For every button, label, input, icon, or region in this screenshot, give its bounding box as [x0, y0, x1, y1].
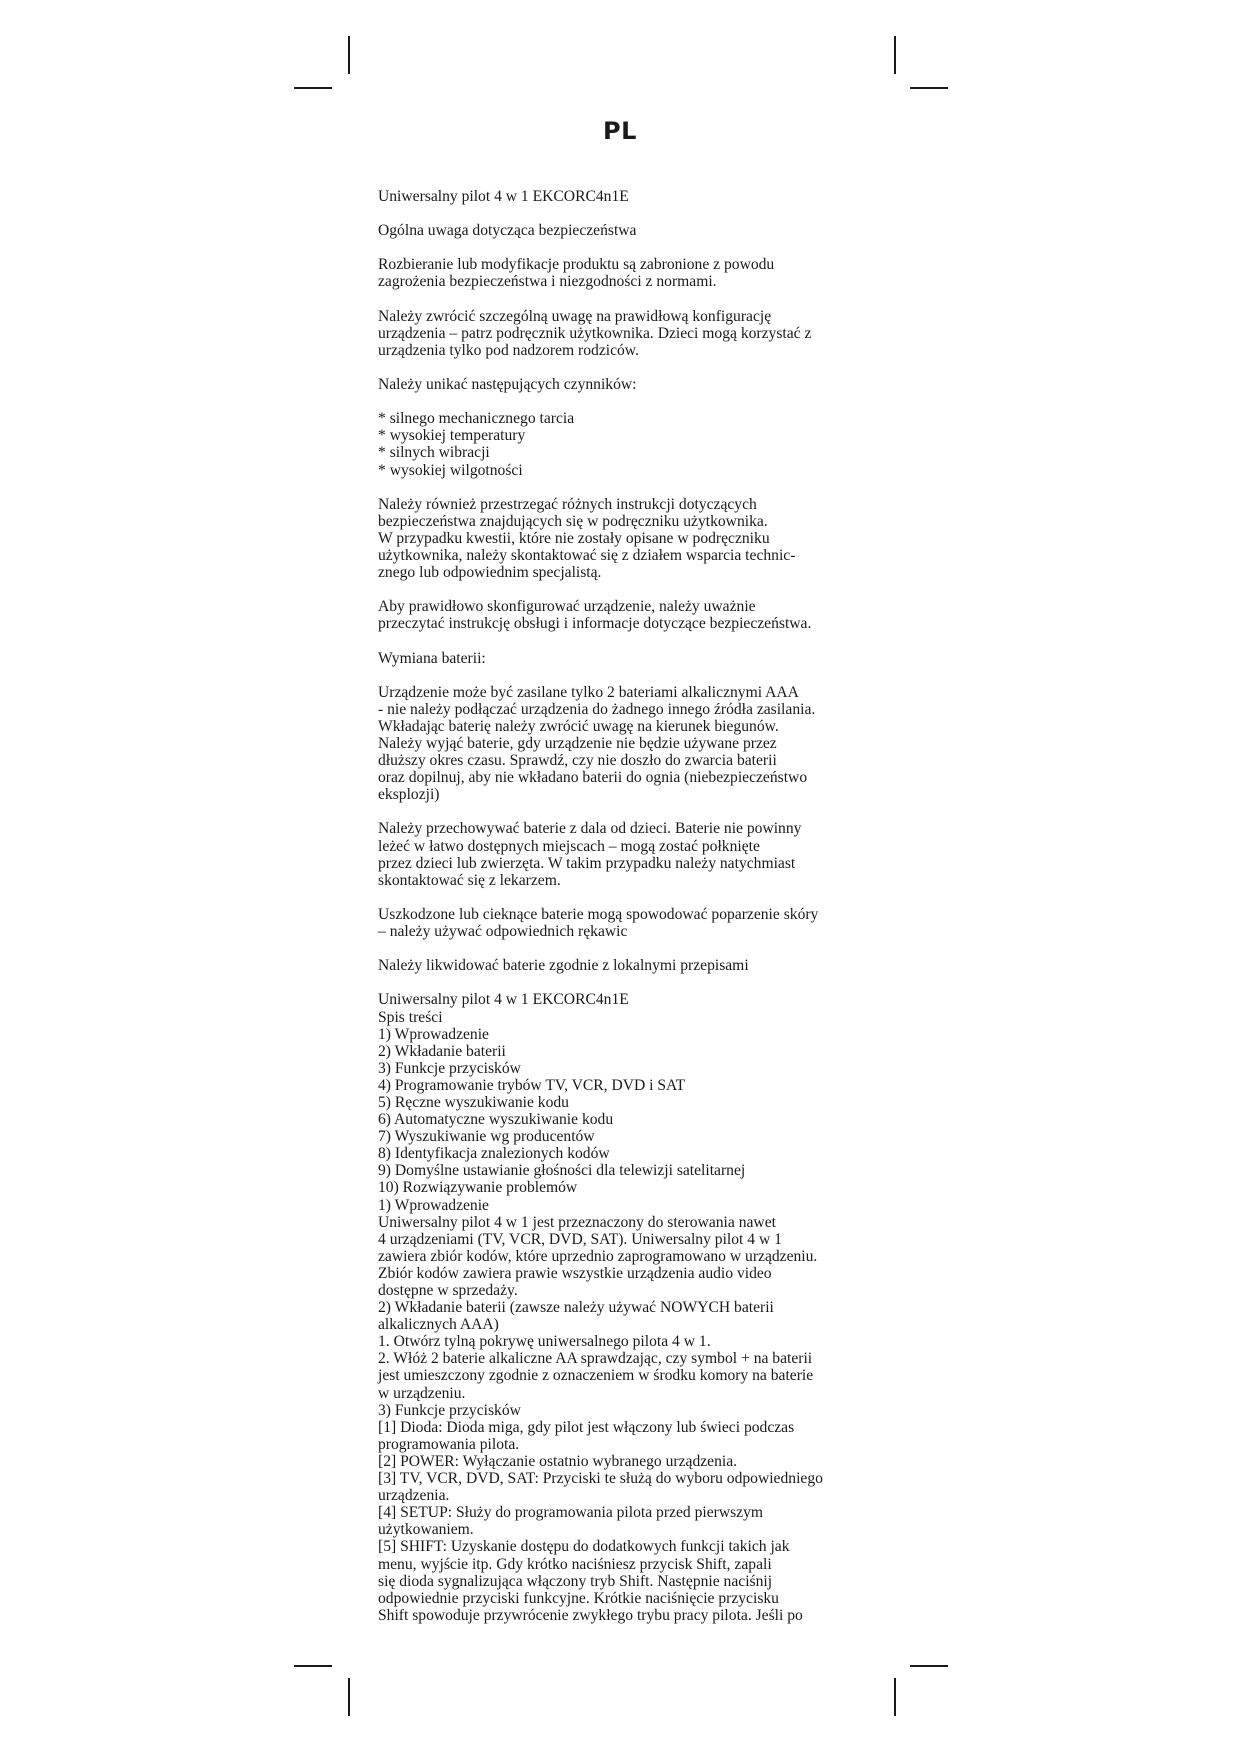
text-line: 10) Rozwiązywanie problemów — [378, 1179, 578, 1197]
text-line: w urządzeniu. — [378, 1384, 466, 1402]
text-line: 2) Wkładanie baterii (zawsze należy używać NOWYCH baterii — [378, 1299, 774, 1317]
text-line: Uniwersalny pilot 4 w 1 EKCORC4n1E — [378, 188, 629, 205]
language-label: PL — [603, 117, 637, 145]
text-line: – należy używać odpowiednich rękawic — [378, 923, 628, 941]
paragraph — [378, 222, 878, 239]
crop-mark — [894, 36, 896, 74]
text-line: zawiera zbiór kodów, które uprzednio zaprogramowano w urządzeniu. — [378, 1247, 818, 1265]
text-line: 1) Wprowadzenie — [378, 1025, 489, 1043]
text-line: eksplozji) — [378, 786, 440, 804]
text-line: Uniwersalny pilot 4 w 1 EKCORC4n1E — [378, 991, 629, 1009]
text-line: [1] Dioda: Dioda miga, gdy pilot jest włączony lub świeci podczas — [378, 1418, 795, 1436]
text-line: menu, wyjście itp. Gdy krótko naciśniesz przycisk Shift, zapali — [378, 1555, 772, 1573]
text-line: 5) Ręczne wyszukiwanie kodu — [378, 1093, 569, 1111]
text-line: się dioda sygnalizująca włączony tryb Shift. Następnie naciśnij — [378, 1572, 773, 1590]
text-line: alkalicznych AAA) — [378, 1316, 499, 1334]
text-line: 1) Wprowadzenie — [378, 1196, 489, 1214]
text-line: zagrożenia bezpieczeństwa i niezgodności z normami. — [378, 273, 717, 291]
text-line: 9) Domyślne ustawianie głośności dla telewizji satelitarnej — [378, 1162, 746, 1180]
paragraph — [378, 598, 878, 632]
text-line: odpowiednie przyciski funkcyjne. Krótkie naciśnięcie przycisku — [378, 1589, 779, 1607]
text-line: * silnych wibracji — [378, 444, 490, 462]
text-line: Należy również przestrzegać różnych instrukcji dotyczących — [378, 495, 757, 513]
text-line: 2. Włóż 2 baterie alkaliczne AA sprawdzając, czy symbol + na baterii — [378, 1350, 813, 1368]
paragraph — [378, 256, 878, 290]
text-line: użytkowaniem. — [378, 1521, 474, 1539]
document-body — [378, 188, 878, 1624]
text-line: Aby prawidłowo skonfigurować urządzenie, należy uważnie — [378, 598, 756, 616]
text-line: znego lub odpowiednim specjalistą. — [378, 564, 602, 582]
text-line: Zbiór kodów zawiera prawie wszystkie urządzenia audio video — [378, 1264, 772, 1282]
paragraph — [378, 820, 878, 888]
text-line: 2) Wkładanie baterii — [378, 1042, 506, 1060]
text-line: Spis treści — [378, 1008, 443, 1026]
text-line: urządzenia tylko pod nadzorem rodziców. — [378, 341, 639, 359]
text-line: urządzenia. — [378, 1487, 450, 1505]
text-line: 1. Otwórz tylną pokrywę uniwersalnego pilota 4 w 1. — [378, 1333, 711, 1351]
text-line: Uniwersalny pilot 4 w 1 jest przeznaczony do sterowania nawet — [378, 1213, 776, 1231]
text-line: 3) Funkcje przycisków — [378, 1401, 521, 1419]
crop-mark — [894, 1678, 896, 1716]
text-line: 4 urządzeniami (TV, VCR, DVD, SAT). Uniwersalny pilot 4 w 1 — [378, 1230, 782, 1248]
text-line: leżeć w łatwo dostępnych miejscach – mogą zostać połknięte — [378, 837, 760, 855]
paragraph — [378, 684, 878, 804]
text-line: Należy zwrócić szczególną uwagę na prawidłową konfigurację — [378, 307, 772, 325]
text-line: Shift spowoduje przywrócenie zwykłego trybu pracy pilota. Jeśli po — [378, 1606, 803, 1624]
text-line: dostępne w sprzedaży. — [378, 1282, 518, 1299]
paragraph — [378, 906, 878, 940]
crop-mark — [910, 87, 948, 89]
text-line: Wymiana baterii: — [378, 649, 486, 667]
text-line: Ogólna uwaga dotycząca bezpieczeństwa — [378, 222, 637, 240]
paragraph — [378, 410, 878, 478]
crop-mark — [294, 1665, 332, 1667]
text-line: W przypadku kwestii, które nie zostały opisane w podręczniku — [378, 529, 770, 547]
crop-mark — [348, 36, 350, 74]
text-line: * wysokiej wilgotności — [378, 461, 523, 479]
crop-mark — [294, 87, 332, 89]
text-line: Rozbieranie lub modyfikacje produktu są zabronione z powodu — [378, 256, 775, 274]
text-line: [4] SETUP: Służy do programowania pilota przed pierwszym — [378, 1504, 763, 1522]
text-line: Wkładając baterię należy zwrócić uwagę na kierunek biegunów. — [378, 717, 779, 735]
text-line: Należy wyjąć baterie, gdy urządzenie nie będzie używane przez — [378, 735, 777, 752]
text-line: Urządzenie może być zasilane tylko 2 bateriami alkalicznymi AAA — [378, 683, 799, 701]
text-line: Należy likwidować baterie zgodnie z lokalnymi przepisami — [378, 957, 749, 975]
text-line: przeczytać instrukcję obsługi i informacje dotyczące bezpieczeństwa. — [378, 615, 812, 633]
text-line: 3) Funkcje przycisków — [378, 1059, 521, 1077]
text-line: [5] SHIFT: Uzyskanie dostępu do dodatkowych funkcji takich jak — [378, 1538, 790, 1556]
crop-mark — [348, 1678, 350, 1716]
paragraph — [378, 308, 878, 359]
text-line: Należy przechowywać baterie z dala od dzieci. Baterie nie powinny — [378, 820, 802, 838]
paragraph — [378, 991, 878, 1623]
text-line: 8) Identyfikacja znalezionych kodów — [378, 1145, 610, 1163]
text-line: przez dzieci lub zwierzęta. W takim przypadku należy natychmiast — [378, 854, 796, 872]
text-line: * wysokiej temperatury — [378, 427, 526, 445]
text-line: Należy unikać następujących czynników: — [378, 376, 637, 394]
text-line: bezpieczeństwa znajdujących się w podręczniku użytkownika. — [378, 512, 768, 530]
paragraph — [378, 496, 878, 581]
text-line: skontaktować się z lekarzem. — [378, 871, 561, 889]
text-line: [3] TV, VCR, DVD, SAT: Przyciski te służą do wyboru odpowiedniego — [378, 1470, 823, 1488]
text-line: Uszkodzone lub cieknące baterie mogą spowodować poparzenie skóry — [378, 905, 819, 923]
text-line: 4) Programowanie trybów TV, VCR, DVD i SAT — [378, 1076, 686, 1094]
text-line: * silnego mechanicznego tarcia — [378, 410, 575, 428]
text-line: - nie należy podłączać urządzenia do żadnego innego źródła zasilania. — [378, 700, 816, 718]
text-line: 6) Automatyczne wyszukiwanie kodu — [378, 1111, 614, 1129]
paragraph — [378, 376, 878, 393]
text-line: programowania pilota. — [378, 1435, 520, 1453]
text-line: 7) Wyszukiwanie wg producentów — [378, 1128, 595, 1146]
text-line: urządzenia – patrz podręcznik użytkownika. Dzieci mogą korzystać z — [378, 324, 812, 342]
text-line: oraz dopilnuj, aby nie wkładano baterii do ognia (niebezpieczeństwo — [378, 769, 808, 787]
text-line: dłuższy okres czasu. Sprawdź, czy nie doszło do zwarcia baterii — [378, 752, 777, 770]
crop-mark — [910, 1665, 948, 1667]
paragraph — [378, 650, 878, 667]
text-line: użytkownika, należy skontaktować się z działem wsparcia technic- — [378, 546, 796, 564]
paragraph — [378, 957, 878, 974]
text-line: jest umieszczony zgodnie z oznaczeniem w środku komory na baterie — [378, 1367, 814, 1385]
paragraph — [378, 188, 878, 205]
text-line: [2] POWER: Wyłączanie ostatnio wybranego urządzenia. — [378, 1452, 738, 1470]
